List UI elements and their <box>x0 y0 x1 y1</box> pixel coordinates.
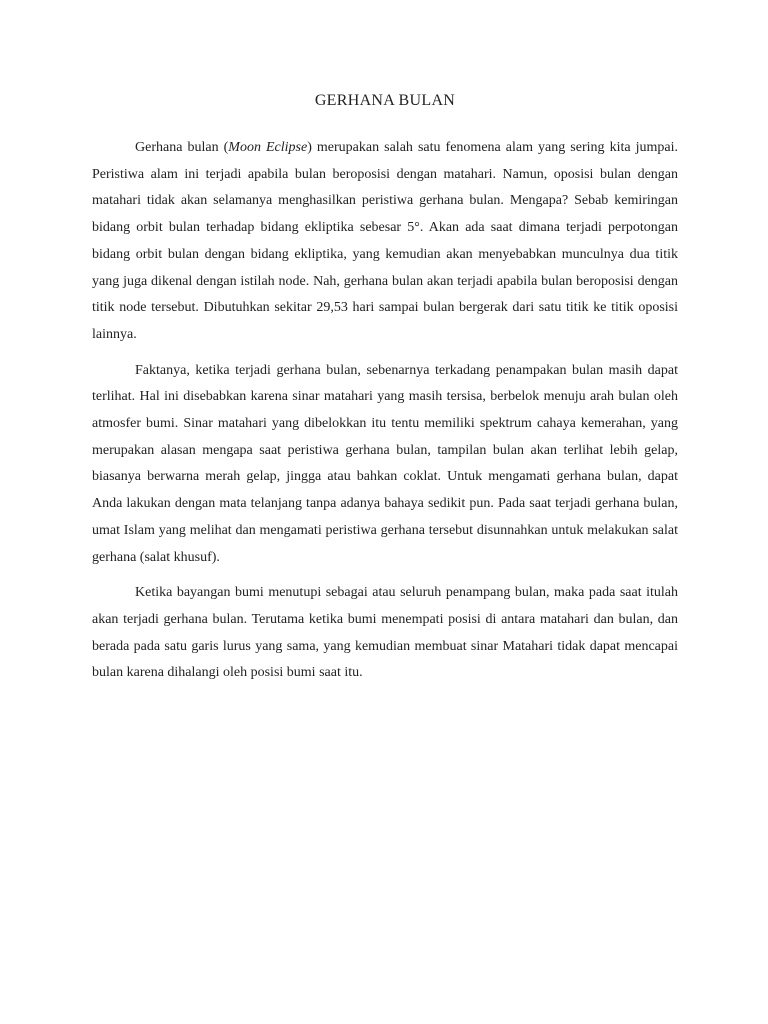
document-title: GERHANA BULAN <box>314 92 456 109</box>
paragraph-1-text-start: Gerhana bulan ( <box>135 140 229 155</box>
paragraph-3: Ketika bayangan bumi menutupi sebagai atau seluruh penampang bulan, maka pada saat itulah akan terjadi gerhana bulan. Terutama ketika bumi menempati posisi di antara matahari dan bulan, dan berada pada satu garis lurus yang sama, yang kemudian membuat sinar Matahari tidak dapat mencapai bulan karena dihalangi oleh posisi bumi saat itu. <box>92 585 678 681</box>
paragraph-2: Faktanya, ketika terjadi gerhana bulan, sebenarnya terkadang penampakan bulan masih dapat terlihat. Hal ini disebabkan karena sinar matahari yang masih tersisa, berbelok menuju arah bulan oleh atmosfer bumi. Sinar matahari yang dibelokkan itu tentu memiliki spektrum cahaya kemerahan, yang merupakan alasan mengapa saat peristiwa gerhana bulan, tampilan bulan akan terlihat lebih gelap, biasanya berwarna merah gelap, jingga atau bahkan coklat. Untuk mengamati gerhana bulan, dapat Anda lakukan dengan mata telanjang tanpa adanya bahaya sedikit pun. Pada saat terjadi gerhana bulan, umat Islam yang melihat dan mengamati peristiwa gerhana tersebut disunnahkan untuk melakukan salat gerhana (salat khusuf). <box>92 362 678 565</box>
document-page <box>92 88 678 696</box>
paragraph-1-text-end: ) merupakan salah satu fenomena alam yang sering kita jumpai. Peristiwa alam ini terjadi apabila bulan beroposisi dengan matahari. Namun, oposisi bulan dengan matahari tidak akan selamanya menghasilkan peristiwa gerhana bulan. Mengapa? Sebab kemiringan bidang orbit bulan terhadap bidang ekliptika sebesar 5°. Akan ada saat dimana terjadi perpotongan bidang orbit bulan dengan bidang ekliptika, yang kemudian akan menyebabkan munculnya dua titik yang juga dikenal dengan istilah node. Nah, gerhana bulan akan terjadi apabila bulan beroposisi dengan titik node tersebut. Dibutuhkan sekitar 29,53 hari sampai bulan bergerak dari satu titik ke titik oposisi lainnya. <box>92 140 678 342</box>
paragraph-1-italic-term: Moon Eclipse <box>228 140 308 155</box>
paragraph-1 <box>92 135 678 349</box>
